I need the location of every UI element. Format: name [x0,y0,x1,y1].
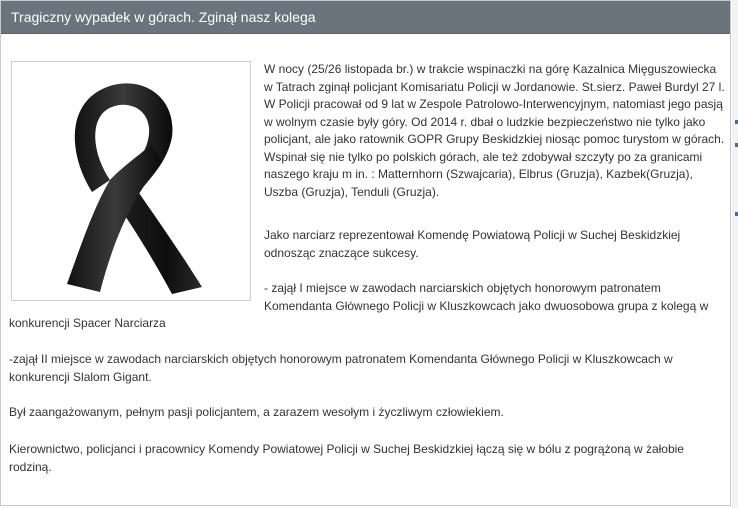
text-line: w Tatrach zginął policjant Komisariatu Policji w Jordanowie. St.sierz. Paweł Burdyl 27 l. [264,79,725,94]
right-edge-strip [732,0,738,508]
text-line: -zajął II miejsce w zawodach narciarskich objętych honorowym patronatem Komendanta Głównego Policji w Kluszkowcach w [9,352,673,366]
text-line: konkurencji Slalom Gigant. [9,369,152,384]
paragraph-first-place [264,280,725,315]
paragraph-condolences [9,441,725,476]
text-line: W nocy (25/26 listopada br.) w trakcie wspinaczki na górę Kazalnica Mięguszowiecka [264,62,717,76]
text-line: Był zaangażowanym, pełnym pasji policjantem, a zarazem wesołym i życzliwym człowiekiem. [9,405,504,419]
article-header [1,1,730,34]
paragraph-skier [264,227,725,262]
paragraph-second-place [9,351,725,386]
text-line: naszego kraju m in. : Matternhorn (Szwajcaria), Elbrus (Gruzja), Kazbek(Gruzja), [264,167,693,181]
article-title: Tragiczny wypadek w górach. Zginął nasz kolega [11,9,316,25]
text-line: Uszba (Gruzja), Tenduli (Gruzja). [264,184,440,199]
text-line: policjant, ale jako ratownik GOPR Grupy Beskidzkiej niosąc pomoc turystom w górach. [264,132,725,146]
text-line: w wolnym czasie były góry. Od 2014 r. dbał o ludzkie bezpieczeństwo nie tylko jako [264,114,706,129]
mourning-ribbon-image [11,61,251,301]
text-line: Jako narciarz reprezentował Komendę Powiatową Policji w Suchej Beskidzkiej [264,228,681,242]
text-line: - zajął I miejsce w zawodach narciarskich objętych honorowym patronatem [264,281,661,295]
text-line: Wspinał się nie tylko po polskich górach, ale też zdobywał szczyty po za granicami [264,149,703,164]
paragraph-first-place-tail [9,315,725,333]
text-line: W Policji pracował od 9 lat w Zespole Patrolowo-Interwencyjnym, natomiast jego pasją [264,97,723,111]
paragraph-tribute [9,404,725,422]
text-line: odnosząc znaczące sukcesy. [264,245,419,260]
text-line: konkurencji Spacer Narciarza [9,316,166,330]
text-line: Komendanta Głównego Policji w Kluszkowcach jako dwuosobowa grupa z kolegą w [264,298,709,313]
black-ribbon-icon [12,62,250,300]
text-line: Kierownictwo, policjanci i pracownicy Komendy Powiatowej Policji w Suchej Beskidzkiej łączą się w bólu z pogrążoną w żałobie [9,442,684,456]
text-line: rodziną. [9,459,52,474]
paragraph-intro [264,61,725,201]
